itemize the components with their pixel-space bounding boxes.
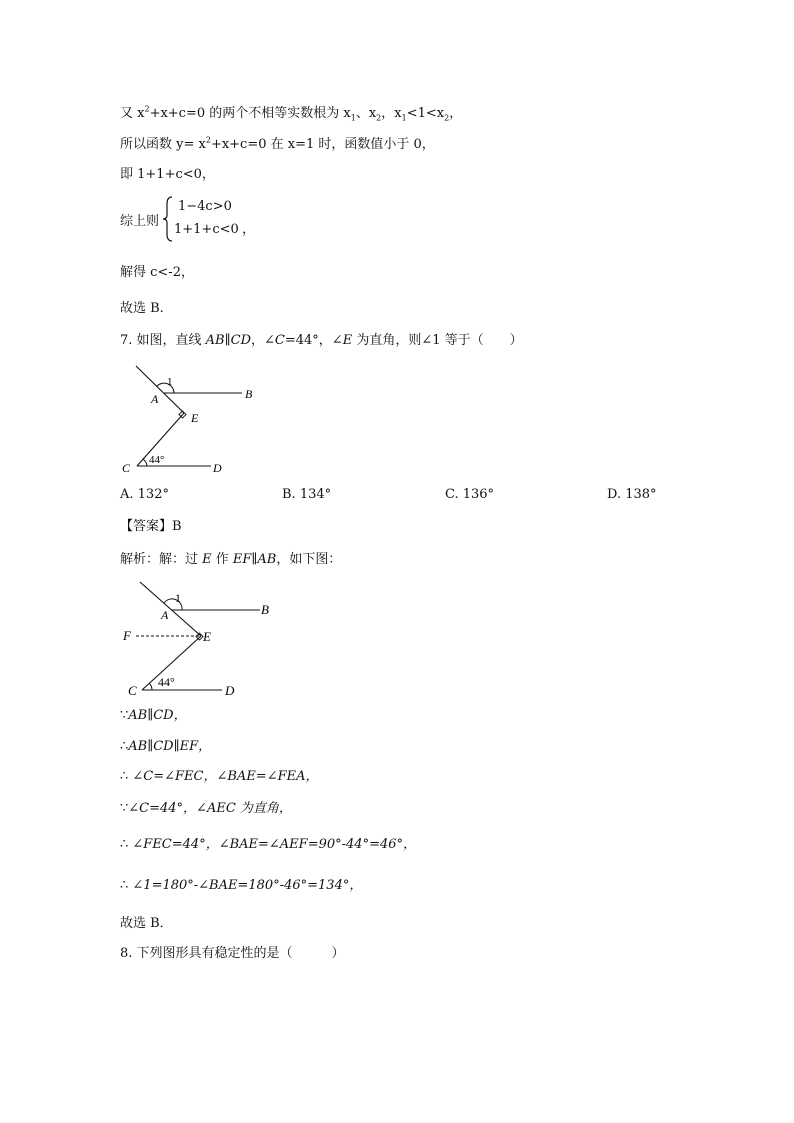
fig2-label-A: A [161,608,169,622]
system-label: 综上则 [120,214,160,229]
step-1: ∵AB∥CD， [120,708,187,723]
answer-tag: 【答案】 [120,519,173,534]
q7-figure [118,360,278,480]
step-5: ∴ ∠FEC=44°，∠BAE=∠AEF=90°-44°=46°， [120,837,417,852]
prev-line-3: 即 1+1+c<0， [120,167,215,182]
left-brace-icon [162,196,174,242]
option-c: C. 136° [445,487,495,502]
fig2-label-1: 1 [175,591,181,605]
prev-line-1: 又 $x^2+x+c=0$ 的两个不相等实数根为 $x_1$、$x_2$，$x_1<1<x_2$， [120,104,463,123]
step-3: ∴ ∠C=∠FEC，∠BAE=∠FEA， [120,769,319,784]
q8-stem: 8. 下列图形具有稳定性的是（ ） [120,946,345,961]
q7-stem: 7. 如图，直线 AB∥CD，∠C=44°，∠E 为直角，则∠1 等于（ ） [120,333,523,348]
fig1-label-E: E [191,411,199,425]
fig2-label-B: B [261,602,269,617]
fig2-label-E: E [203,629,211,644]
fig2-angle-label: 44° [158,675,175,689]
prev-line-5: 解得 c<-2， [120,265,194,280]
step-4: ∵∠C=44°，∠AEC 为直角， [120,801,292,816]
fig1-label-C: C [122,461,131,475]
answer-line [120,518,182,536]
fig2-label-D: D [225,683,235,698]
answer-value: B [172,519,182,534]
option-b: B. 134° [282,487,332,502]
fig1-label-D: D [213,461,222,475]
inequality-2: 1+1+c<0 [174,222,239,237]
option-a: A. 132° [120,487,169,502]
analysis-line: 解析：解：过 E 作 EF∥AB，如下图： [120,552,342,567]
inequality-1: 1−4c>0 [178,199,232,214]
fig2-label-C: C [128,683,137,698]
q7-solution-figure [118,578,288,702]
step-6: ∴ ∠1=180°-∠BAE=180°-46°=134°， [120,878,363,893]
fig1-label-1: 1 [167,376,173,388]
prev-line-6: 故选 B. [120,301,164,316]
q7-conclusion: 故选 B． [120,916,173,931]
fig1-label-A: A [151,392,159,406]
fig1-label-B: B [245,387,253,401]
prev-line-2: 所以函数 $y= x^2+x+c=0$ 在 x=1 时，函数值小于 0， [120,135,435,152]
option-d: D. 138° [607,487,657,502]
step-2: ∴AB∥CD∥EF， [120,739,212,754]
fig2-label-F: F [123,628,131,643]
fig1-angle-label: 44° [149,454,165,466]
